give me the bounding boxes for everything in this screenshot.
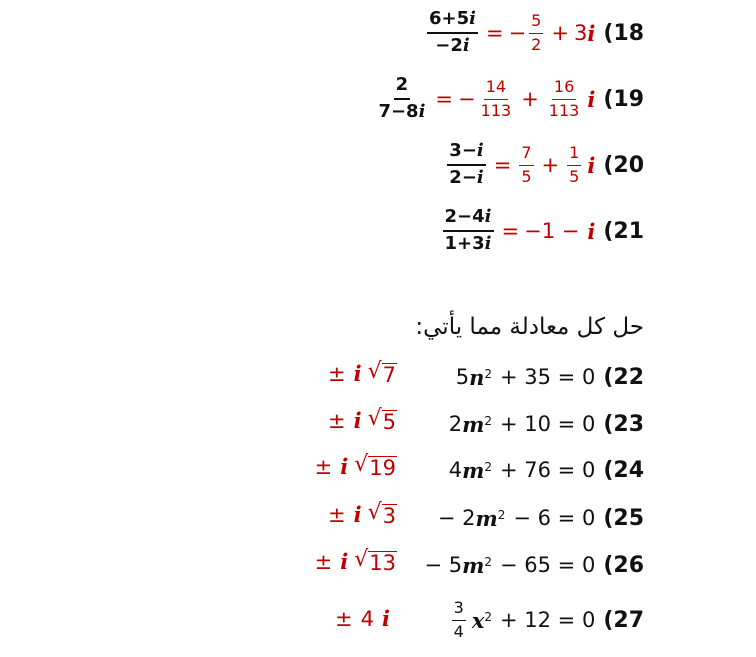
p21-answer: −1 − xyxy=(524,219,580,243)
coefficient: 4 xyxy=(448,458,463,482)
coefficient: 5 xyxy=(455,365,470,389)
problem-number: (26 xyxy=(603,552,644,578)
radicand: 13 xyxy=(369,551,396,575)
radical-icon: √ xyxy=(354,547,369,572)
equation-row xyxy=(449,455,644,485)
problem-21: $\frac{2-4i}{1+3i}$ = −1 − i (21 xyxy=(444,206,644,254)
variable: m xyxy=(462,552,485,578)
problem-number: (19 xyxy=(603,86,644,112)
problem-number: (21 xyxy=(603,218,644,244)
problem-number: (18 xyxy=(603,20,644,46)
plus-minus-sign: ± xyxy=(328,361,346,386)
plus-minus-sign: ± xyxy=(314,454,333,479)
exponent: 2 xyxy=(484,555,493,569)
equation-rest: + 76 = 0 xyxy=(500,458,596,482)
p18-lhs-fraction: $\frac{6+5i}{-2i}$ xyxy=(428,8,476,56)
equation-answer xyxy=(315,549,397,574)
equals-sign: = xyxy=(493,153,512,177)
equation-answer xyxy=(328,408,397,433)
p18-numerator: 6+5 xyxy=(428,8,470,30)
equation-rest: + 35 = 0 xyxy=(500,365,596,389)
imaginary-unit: i xyxy=(353,361,362,387)
square-root xyxy=(368,502,397,527)
coefficient: 2 xyxy=(448,412,463,436)
variable: m xyxy=(462,457,485,483)
radicand: 3 xyxy=(382,504,396,528)
equation-answer xyxy=(328,361,397,386)
imaginary-unit: i xyxy=(353,408,362,434)
p19-real-fraction: $\frac{14}{113}$ xyxy=(480,76,512,120)
equals-sign: = xyxy=(485,21,504,45)
imaginary-unit: i xyxy=(340,454,349,480)
problem-number: (27 xyxy=(603,607,644,633)
minus-sign: − xyxy=(458,87,476,111)
exponent: 2 xyxy=(484,414,493,428)
plus-sign: + xyxy=(551,21,569,45)
variable: x xyxy=(471,607,485,633)
square-root xyxy=(368,361,397,386)
equation-row xyxy=(425,550,645,580)
equation-row xyxy=(438,503,644,533)
problem-number: (20 xyxy=(603,152,644,178)
exponent: 2 xyxy=(484,367,493,381)
radical-icon: √ xyxy=(367,500,382,525)
radical-icon: √ xyxy=(367,406,382,431)
imaginary-unit: i xyxy=(340,549,349,575)
exponent: 2 xyxy=(484,610,493,624)
p19-lhs-fraction: $\frac{2}{7-8i}$ xyxy=(378,74,426,122)
equation-answer xyxy=(328,502,397,527)
problem-number: (23 xyxy=(603,411,644,437)
equals-sign: = xyxy=(435,87,454,111)
radical-icon: √ xyxy=(354,452,369,477)
square-root xyxy=(368,408,397,433)
p27-answer: ± 4 i xyxy=(335,606,390,631)
problem-number: (25 xyxy=(603,505,644,531)
variable: m xyxy=(462,411,485,437)
problem-27 xyxy=(449,594,644,646)
problem-20: $\frac{3-i}{2-i}$ = $\frac{7}{5}$ + $\frac{1}{5}$ i (20 xyxy=(449,140,644,188)
plus-sign: + xyxy=(521,87,539,111)
variable: m xyxy=(475,505,498,531)
equation-row xyxy=(449,409,644,439)
minus-sign: − xyxy=(508,21,527,45)
instruction-heading: حل كل معادلة مما يأتي: xyxy=(415,314,644,340)
problem-number: (24 xyxy=(603,457,644,483)
equation-rest: + 10 = 0 xyxy=(500,412,596,436)
problem-number: (22 xyxy=(603,364,644,390)
equation-answer xyxy=(315,454,397,479)
radicand: 5 xyxy=(382,410,396,434)
square-root xyxy=(354,549,397,574)
problem-18: $\frac{6+5i}{-2i}$ = − $\frac{5}{2}$ + 3 i (18 xyxy=(428,8,644,56)
p20-lhs-fraction: $\frac{3-i}{2-i}$ xyxy=(449,140,484,188)
coefficient: − 2 xyxy=(437,506,476,530)
p20-imag-fraction: $\frac{1}{5}$ xyxy=(569,142,580,186)
equation-rest: + 12 = 0 xyxy=(500,608,596,632)
p21-lhs-fraction: $\frac{2-4i}{1+3i}$ xyxy=(444,206,492,254)
equation-rest: − 6 = 0 xyxy=(513,506,596,530)
variable: n xyxy=(469,364,485,390)
plus-sign: + xyxy=(541,153,560,177)
exponent: 2 xyxy=(497,508,506,522)
equation-rest: − 65 = 0 xyxy=(500,553,596,577)
equals-sign: = xyxy=(501,219,520,243)
plus-minus-sign: ± xyxy=(328,408,346,433)
p18-answer-imag: 3 xyxy=(573,21,588,45)
p27-coefficient-fraction: $\frac{3}{4}$ xyxy=(453,597,464,641)
p19-imag-fraction: $\frac{16}{113}$ xyxy=(548,76,580,120)
radicand: 19 xyxy=(369,456,396,480)
plus-minus-sign: ± xyxy=(314,549,333,574)
equation-row xyxy=(456,362,644,392)
plus-minus-sign: ± xyxy=(335,606,353,631)
radicand: 7 xyxy=(382,363,396,387)
p20-real-fraction: $\frac{7}{5}$ xyxy=(521,142,532,186)
imaginary-unit: i xyxy=(353,502,362,528)
plus-minus-sign: ± xyxy=(328,502,346,527)
p18-denominator: −2 xyxy=(435,35,463,56)
radical-icon: √ xyxy=(367,359,382,384)
coefficient: − 5 xyxy=(424,553,463,577)
p18-answer-fraction: $\frac{5}{2}$ xyxy=(531,10,542,54)
problem-19: $\frac{2}{7-8i}$ = − $\frac{14}{113}$ + $\frac{16}{113}$ i (19 xyxy=(378,74,644,122)
exponent: 2 xyxy=(484,460,493,474)
square-root xyxy=(354,454,397,479)
